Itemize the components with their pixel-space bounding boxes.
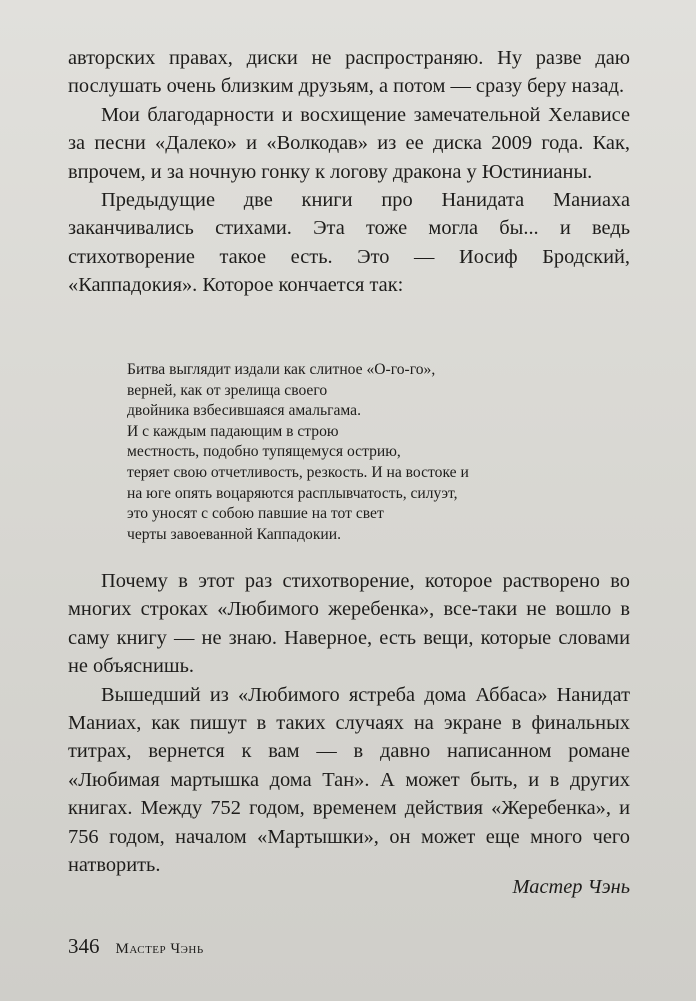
main-text-bottom (68, 567, 630, 879)
page-number: 346 (68, 934, 100, 958)
poem-line: местность, подобно тупящемуся острию, (127, 443, 401, 461)
poem-line: верней, как от зрелища своего (127, 381, 328, 399)
poem-line: это уносят с собою павшие на тот свет (127, 505, 384, 523)
poem-quote (127, 360, 577, 545)
poem-line: И с каждым падающим в строю (127, 422, 339, 440)
poem-line: Битва выглядит издали как слитное «О-го-го», (127, 361, 436, 378)
poem-line: двойника взбесившаяся амальгама. (127, 402, 361, 420)
paragraph-poem-intro: Предыдущие две книги про Нанидата Маниаха заканчивались стихами. Эта тоже могла бы... и ведь стихотворение такое есть. Это — Иосиф Бродский, «Каппадокия». Которое кончается так: (68, 189, 630, 297)
page-footer (68, 934, 204, 959)
paragraph-next-book: Вышедший из «Любимого ястреба дома Аббаса» Нанидат Маниах, как пишут в таких случаях на экране в финальных титрах, вернется к вам — в давно написанном романе «Любимая мартышка дома Тан». А может быть, и в других книгах. Между 752 годом, временем действия «Жеребенка», и 756 годом, началом «Мартышки», он может еще много чего натворить. (68, 683, 630, 877)
author-signature: Мастер Чэнь (512, 876, 630, 898)
paragraph-why: Почему в этот раз стихотворение, которое растворено во многих строках «Любимого жеребенка», все-таки не вошло в саму книгу — не знаю. Наверное, есть вещи, которые словами не объяснишь. (68, 570, 630, 678)
paragraph-thanks: Мои благодарности и восхищение замечательной Хелависе за песни «Далеко» и «Волкодав» из ее диска 2009 года. Как, впрочем, и за ночную гонку к логову дракона у Юстинианы. (68, 103, 630, 183)
main-text-top (68, 44, 630, 300)
poem-line: на юге опять воцаряются расплывчатость, силуэт, (127, 484, 458, 502)
running-head: Мастер Чэнь (115, 941, 204, 957)
poem-line: черты завоеванной Каппадокии. (127, 525, 342, 543)
poem-line: теряет свою отчетливость, резкость. И на востоке и (127, 463, 469, 481)
paragraph-continuation: авторских правах, диски не распространяю. Ну разве даю послушать очень близким друзьям, а потом — сразу беру назад. (68, 47, 630, 98)
